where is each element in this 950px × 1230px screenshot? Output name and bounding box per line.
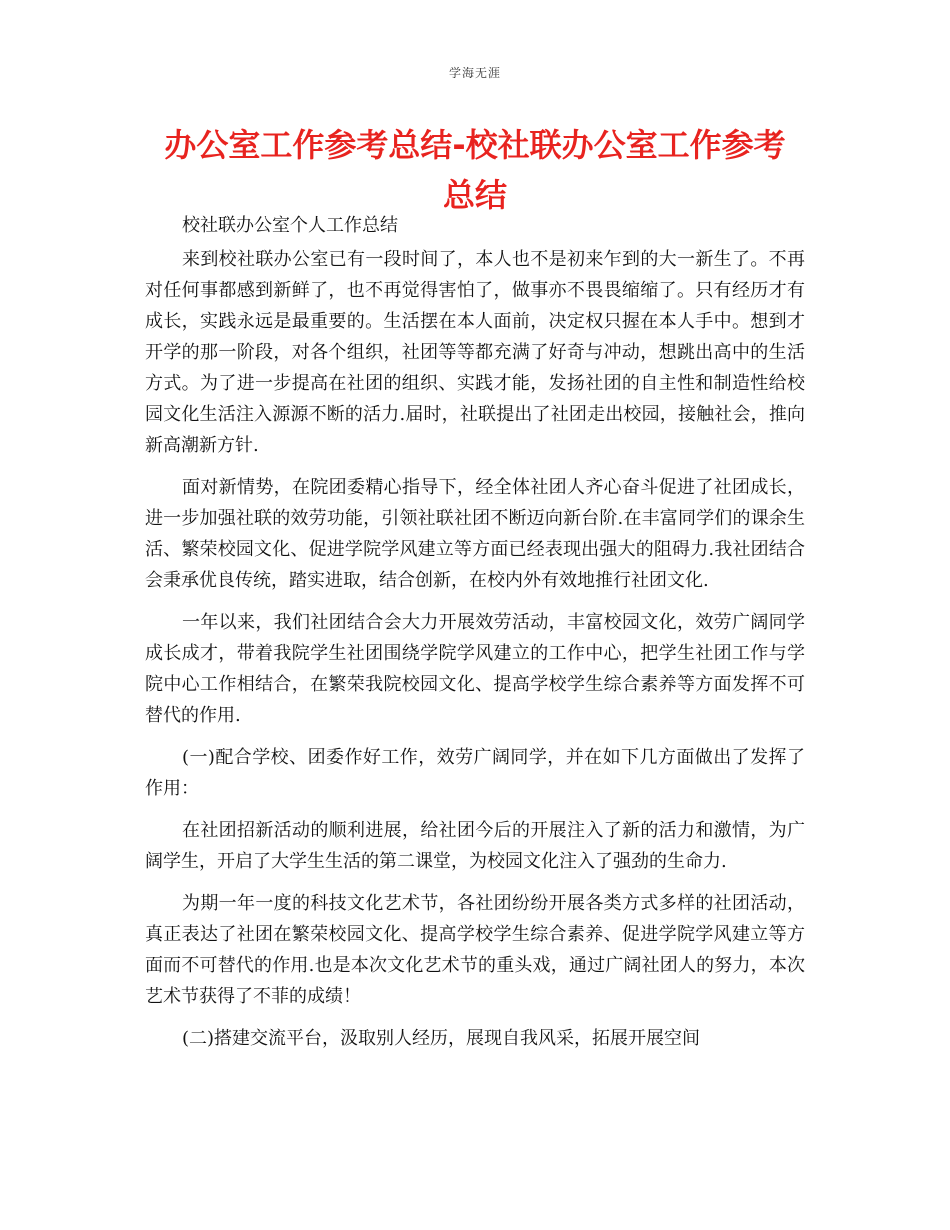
- page-header: 学海无涯: [448, 66, 501, 80]
- paragraph: 一年以来，我们社团结合会大力开展效劳活动，丰富校园文化，效劳广阔同学成长成才，带着我院学生社团围绕学院学风建立的工作中心，把学生社团工作与学院中心工作相结合，在繁荣我院校园文化、提高学校学生综合素养等方面发挥不可替代的作用.: [145, 612, 805, 726]
- paragraph: 在社团招新活动的顺利进展，给社团今后的开展注入了新的活力和激情，为广阔学生，开启了大学生生活的第二课堂，为校园文化注入了强劲的生命力.: [145, 820, 805, 872]
- document-body: [145, 210, 805, 1054]
- paragraph: 为期一年一度的科技文化艺术节，各社团纷纷开展各类方式多样的社团活动，真正表达了社团在繁荣校园文化、提高学校学生综合素养、促进学院学风建立等方面而不可替代的作用.也是本次文化艺术节的重头戏，通过广阔社团人的努力，本次艺术节获得了不菲的成绩！: [145, 893, 805, 1007]
- document-title: 办公室工作参考总结-校社联办公室工作参考总结: [164, 126, 786, 214]
- paragraph: (二)搭建交流平台，汲取别人经历，展现自我风采，拓展开展空间: [182, 1028, 701, 1049]
- paragraph: 面对新情势，在院团委精心指导下，经全体社团人齐心奋斗促进了社团成长，进一步加强社联的效劳功能，引领社联社团不断迈向新台阶.在丰富同学们的课余生活、繁荣校园文化、促进学院学风建立等方面已经表现出强大的阻碍力.我社团结合会秉承优良传统，踏实进取，结合创新，在校内外有效地推行社团文化.: [145, 477, 805, 591]
- paragraph: 来到校社联办公室已有一段时间了，本人也不是初来乍到的大一新生了。不再对任何事都感到新鲜了，也不再觉得害怕了，做事亦不畏畏缩缩了。只有经历才有成长，实践永远是最重要的。生活摆在本人面前，决定权只握在本人手中。想到才开学的那一阶段，对各个组织，社团等等都充满了好奇与冲动，想跳出高中的生活方式。为了进一步提高在社团的组织、实践才能，发扬社团的自主性和制造性给校园文化生活注入源源不断的活力.届时，社联提出了社团走出校园，接触社会，推向新高潮新方针.: [145, 249, 805, 456]
- section-heading: 校社联办公室个人工作总结: [182, 215, 398, 236]
- paragraph: (一)配合学校、团委作好工作，效劳广阔同学，并在如下几方面做出了发挥了作用：: [145, 747, 805, 799]
